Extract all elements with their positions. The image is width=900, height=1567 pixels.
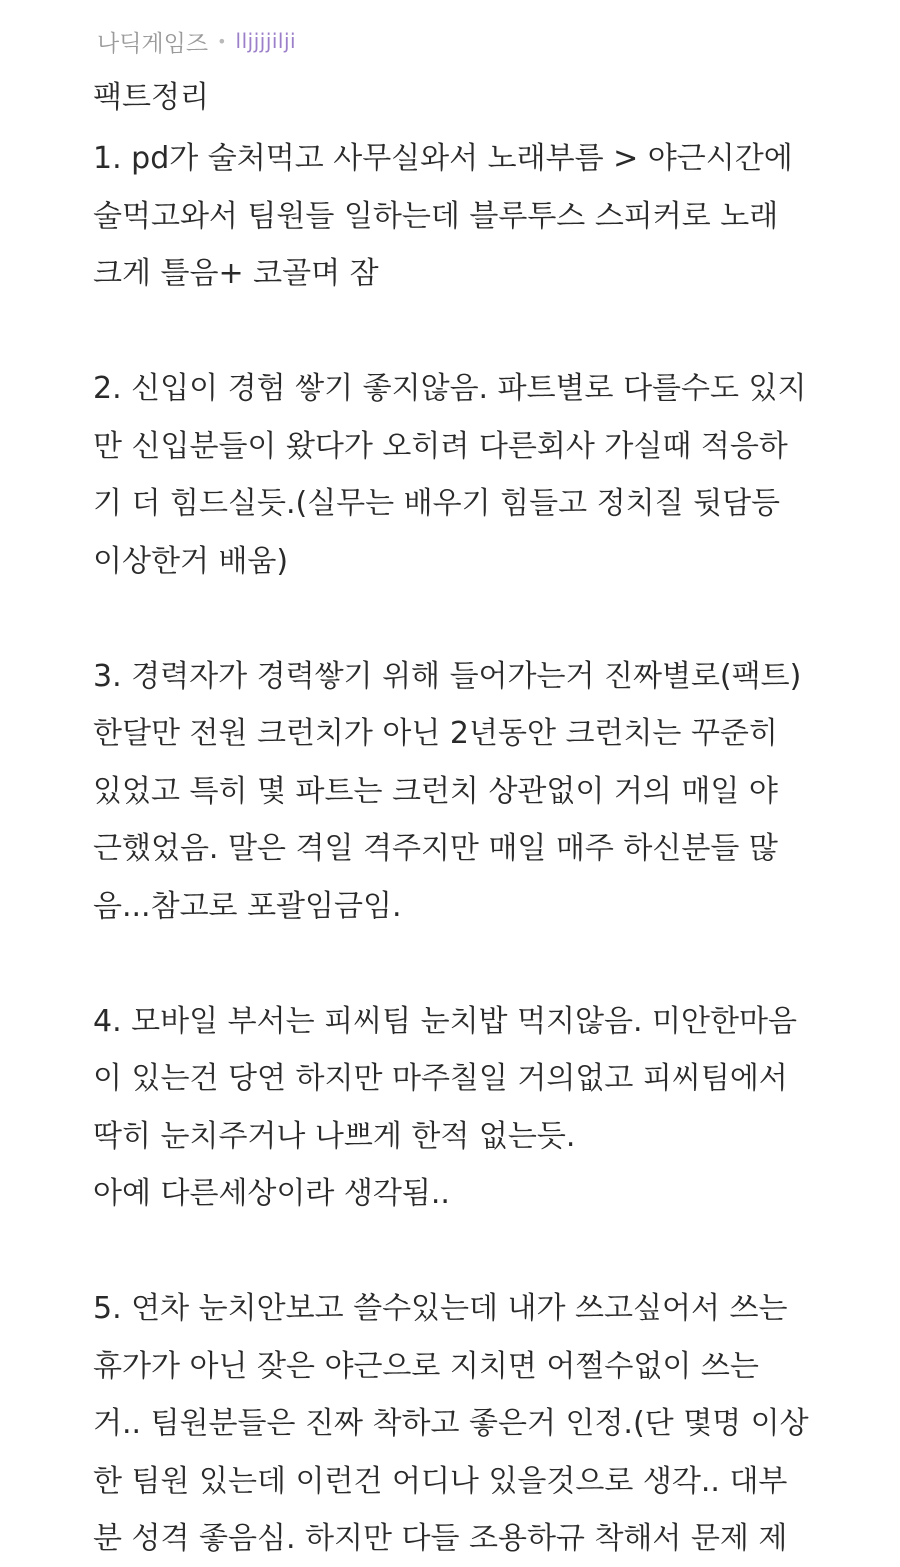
body-line: 2. 신입이 경험 쌓기 좋지않음. 파트별로 다를수도 있지	[93, 371, 807, 406]
body-line: 거.. 팀원분들은 진짜 착하고 좋은거 인정.(단 몇명 이상	[93, 1406, 809, 1441]
body-line: 한달만 전원 크런치가 아닌 2년동안 크런치는 꾸준히	[93, 716, 778, 751]
body-line: 근했었음. 말은 격일 격주지만 매일 매주 하신분들 많	[93, 831, 778, 866]
author-name[interactable]: lljjjjilji	[235, 29, 297, 53]
body-line: 술먹고와서 팀원들 일하는데 블루투스 스피커로 노래	[93, 198, 779, 234]
body-line: 기 더 힘드실듯.(실무는 배우기 힘들고 정치질 뒷담등	[93, 486, 781, 521]
body-line: 음...참고로 포괄임금임.	[93, 888, 402, 924]
company-name[interactable]: 나딕게임즈	[97, 30, 209, 57]
meta-separator: •	[217, 31, 227, 51]
body-line: 아예 다른세상이라 생각됨..	[93, 1176, 450, 1211]
post-title: 팩트정리	[93, 80, 209, 115]
paragraph-gap	[93, 1223, 893, 1281]
body-line: 휴가가 아닌 잦은 야근으로 지치면 어쩔수없이 쓰는	[93, 1348, 759, 1384]
body-line: 4. 모바일 부서는 피씨팀 눈치밥 먹지않음. 미안한마음	[93, 1003, 797, 1039]
body-line: 이상한거 배움)	[93, 543, 289, 579]
post-body	[93, 130, 893, 1567]
body-line: 한 팀원 있는데 이런건 어디나 있을것으로 생각.. 대부	[93, 1463, 788, 1499]
body-line: 1. pd가 술처먹고 사무실와서 노래부름 > 야근시간에	[93, 141, 793, 176]
body-line: 분 성격 좋음심. 하지만 다들 조용하규 착해서 문제 제	[93, 1521, 788, 1556]
paragraph-gap	[93, 590, 893, 648]
body-line: 5. 연차 눈치안보고 쓸수있는데 내가 쓰고싶어서 쓰는	[93, 1291, 788, 1326]
post-meta	[97, 24, 296, 58]
paragraph-gap	[93, 935, 893, 993]
body-line: 딱히 눈치주거나 나쁘게 한적 없는듯.	[93, 1118, 576, 1154]
body-line: 크게 틀음+ 코골며 잠	[93, 256, 379, 291]
body-line: 3. 경력자가 경력쌓기 위해 들어가는거 진짜별로(팩트)	[93, 658, 802, 694]
body-line: 있었고 특히 몇 파트는 크런치 상관없이 거의 매일 야	[93, 773, 778, 809]
body-line: 만 신입분들이 왔다가 오히려 다른회사 가실때 적응하	[93, 428, 788, 464]
body-line: 이 있는건 당연 하지만 마주칠일 거의없고 피씨팀에서	[93, 1061, 788, 1096]
paragraph-gap	[93, 303, 893, 361]
